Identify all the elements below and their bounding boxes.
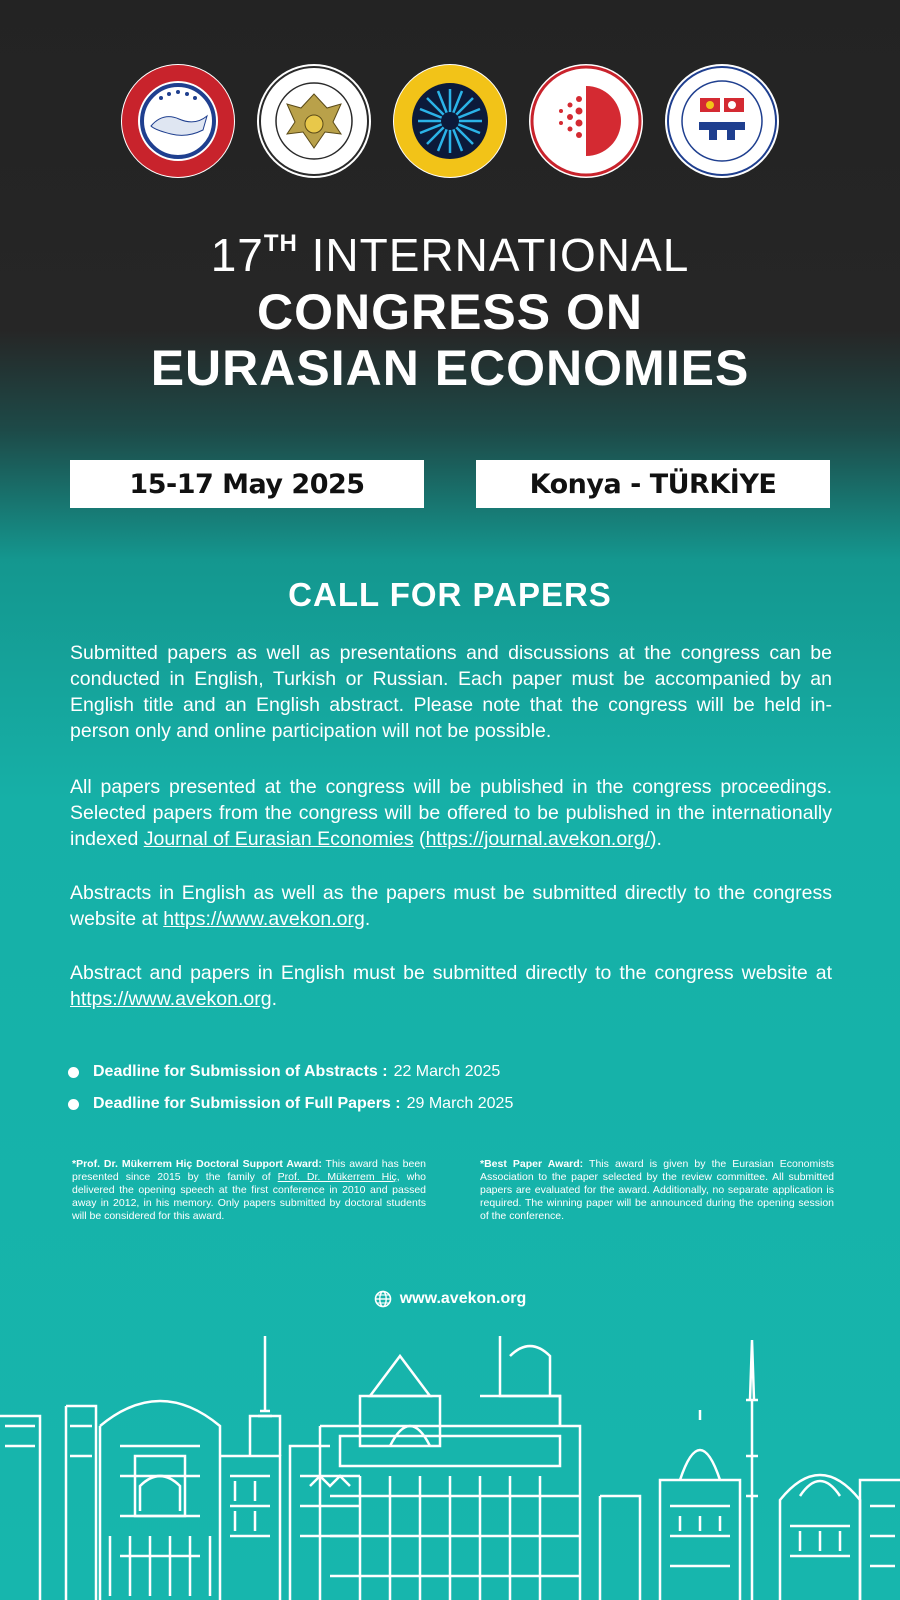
- period: .: [271, 988, 278, 1010]
- list-item: [68, 1088, 513, 1120]
- edition-number: 17: [210, 229, 264, 281]
- beykent-university-logo: [393, 64, 507, 178]
- paragraph-submission-2-text: Abstract and papers in English must be submitted directly to the congress website at: [70, 962, 832, 984]
- event-date: 15-17 May 2025: [129, 468, 365, 500]
- best-paper-award-note: [480, 1158, 834, 1223]
- deadlines-list: [68, 1056, 513, 1120]
- title-main: [0, 284, 900, 396]
- deadline-date: 22 March 2025: [393, 1063, 501, 1080]
- journal-url-link[interactable]: https://journal.avekon.org/: [425, 828, 650, 850]
- paragraph-submission-1: [70, 880, 832, 932]
- avrasya-ekonomistler-dernegi-logo: [121, 64, 235, 178]
- kyrgyz-turkish-manas-university-logo: [665, 64, 779, 178]
- selcuk-university-logo: [257, 64, 371, 178]
- deadline-date: 29 March 2025: [406, 1095, 514, 1112]
- website-url: www.avekon.org: [399, 1290, 527, 1307]
- paragraph-submission-1-text: Abstracts in English as well as the papers must be submitted directly to the congress website at: [70, 882, 832, 930]
- paragraph-submission-2: [70, 960, 832, 1012]
- paren-open: (: [413, 828, 426, 850]
- award-title: *Prof. Dr. Mükerrem Hiç Doctoral Support Award:: [72, 1158, 322, 1170]
- event-location-box: [476, 460, 830, 508]
- konya-skyline-illustration: [0, 1336, 900, 1600]
- paragraph-language: Submitted papers as well as presentations and discussions at the congress can be conducted in English, Turkish or Russian. Each paper must be accompanied by an English title and an English abstract. Please note that the congress will be held in-person only and online participation will not be possible.: [70, 642, 832, 742]
- award-text: , who delivered the opening speech at the first conference in 2010 and passed away in 2012, in his memory. Only papers submitted by doctoral students will be considered for this award.: [72, 1171, 426, 1222]
- deadline-label: Deadline for Submission of Abstracts :: [93, 1063, 388, 1080]
- edition-suffix: TH: [263, 230, 298, 257]
- bullet-icon: [68, 1067, 79, 1078]
- footer-website[interactable]: [0, 1290, 900, 1308]
- event-date-box: [70, 460, 424, 508]
- journal-link[interactable]: Journal of Eurasian Economies: [143, 828, 414, 850]
- event-location: Konya - TÜRKİYE: [529, 468, 777, 500]
- right-mosque-graphic: [600, 1340, 900, 1600]
- title-line-2: CONGRESS ON: [256, 284, 644, 340]
- title-international: INTERNATIONAL: [311, 229, 690, 281]
- award-text: This award has been presented since 2015 by the family of: [72, 1158, 426, 1183]
- paragraph-publication: [70, 774, 832, 852]
- website-link-1[interactable]: https://www.avekon.org: [163, 908, 365, 930]
- award-title: *Best Paper Award:: [480, 1158, 584, 1170]
- left-building-graphic: [0, 1336, 280, 1600]
- prof-name-link: Prof. Dr. Mükerrem Hiç: [277, 1171, 397, 1183]
- partner-logos-row: [0, 64, 900, 178]
- doctoral-support-award-note: [72, 1158, 426, 1223]
- dogus-university-logo: [529, 64, 643, 178]
- bullet-icon: [68, 1099, 79, 1110]
- paren-close: ).: [649, 828, 662, 850]
- award-text: This award is given by the Eurasian Economists Association to the paper selected by the review committee. All submitted papers are evaluated for the award. Additionally, no separate application is required. The winning paper will be announced during the opening session of the conference.: [480, 1158, 834, 1222]
- period: .: [364, 908, 371, 930]
- title-line-1: [0, 228, 900, 282]
- central-building-graphic: [320, 1336, 580, 1600]
- deadline-label: Deadline for Submission of Full Papers :: [93, 1095, 401, 1112]
- website-link-2[interactable]: https://www.avekon.org: [70, 988, 272, 1010]
- paragraph-publication-text: All papers presented at the congress will be published in the congress proceedings. Selected papers from the congress will be offered to be published in the internationally indexed: [70, 776, 832, 850]
- title-line-3: EURASIAN ECONOMIES: [150, 340, 750, 396]
- call-for-papers-heading: CALL FOR PAPERS: [288, 576, 612, 613]
- list-item: [68, 1056, 513, 1088]
- mosque-graphic: [290, 1356, 440, 1600]
- globe-icon: [374, 1290, 392, 1308]
